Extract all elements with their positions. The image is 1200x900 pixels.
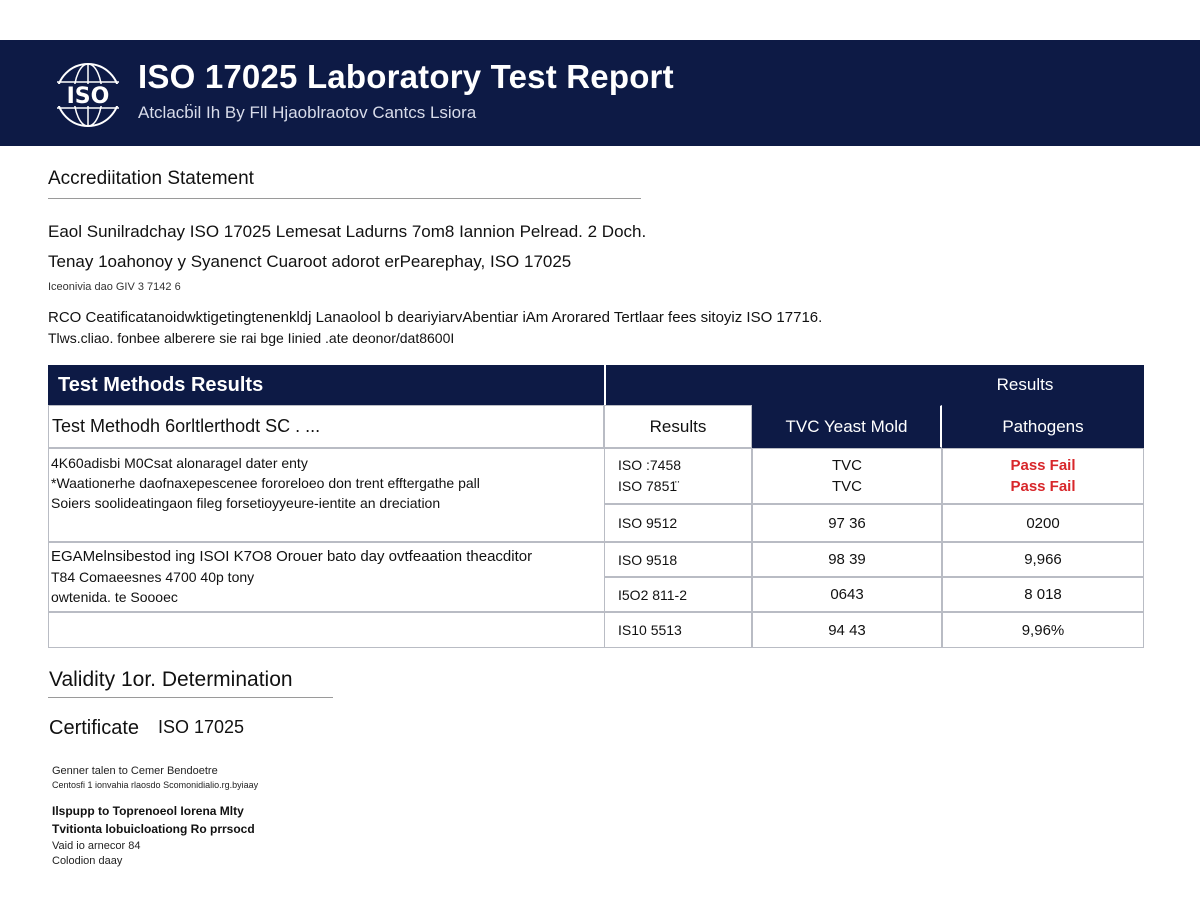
report-title: ISO 17025 Laboratory Test Report	[138, 58, 674, 95]
row-1-tvc-b: TVC	[832, 478, 862, 495]
table-row-2-code: ISO 9512	[604, 504, 752, 542]
method-description-1	[48, 448, 604, 542]
table-title: Test Methods Results	[48, 365, 604, 405]
table-row-4-pathogens: 8 018	[942, 577, 1144, 612]
method-desc-1-line-2: *Waationerhe daofnaxepescenee fororeloeo don trent efftergathe pall	[51, 475, 480, 491]
method-desc-2-line-2: T84 Comaeesnes 4700 40p tony	[51, 569, 255, 585]
logo-text: ISO	[66, 84, 110, 109]
method-desc-1-line-1: 4K60adisbi M0Csat alonaragel dater enty	[51, 455, 308, 471]
table-row-3-code: ISO 9518	[604, 542, 752, 577]
report-header	[0, 40, 1200, 146]
table-row-5-pathogens: 9,96%	[942, 612, 1144, 648]
validity-note-1: Genner talen to Cemer Bendoetre	[52, 765, 218, 777]
method-desc-1-line-3: Soiers soolideatingaon fileg forsetioyyeure-ientite an dreciation	[51, 495, 441, 511]
method-description-empty	[48, 612, 604, 648]
table-row-1-code	[604, 448, 752, 504]
method-description-2	[48, 542, 604, 612]
table-row-3-pathogens: 9,966	[942, 542, 1144, 577]
accreditation-divider	[48, 198, 641, 199]
table-row-5-tvc: 94 43	[752, 612, 942, 648]
report-subtitle: Atclacb̈il Ih By Fll Hjaoblraotov Cantcs Lsiora	[138, 103, 477, 122]
validity-note-3: Ilspupp to Toprenoeol Iorena Mlty	[52, 804, 244, 818]
test-results-table	[48, 365, 1144, 648]
row-1-tvc-a: TVC	[832, 457, 862, 474]
iso-globe-logo	[48, 62, 128, 128]
col-tvc-yeast-mold: TVC Yeast Mold	[752, 405, 942, 448]
col-pathogens: Pathogens	[942, 405, 1144, 448]
validity-heading: Validity 1or. Determination	[49, 668, 293, 691]
table-row-5-code: IS10 5513	[604, 612, 752, 648]
validity-note-6: Colodion daay	[52, 855, 123, 867]
certificate-label: Certificate	[49, 717, 140, 739]
col-results: Results	[604, 405, 752, 448]
col-test-method: Test Methodh 6orltlerthodt SC . ...	[48, 405, 604, 448]
accreditation-line-4: RCO Ceatificatanoidwktigetingtenenkldj Lanaolool b deariyiarvAbentiar iAm Arorared Tertlaar fees sitoyiz ISO 17716.	[48, 309, 823, 326]
validity-note-2: Centosfi 1 ionvahia rlaosdo Scomonidialio.rg.byiaay	[52, 780, 259, 790]
accreditation-heading: Accrediitation Statement	[48, 168, 254, 189]
method-desc-2-line-1: EGAMelnsibestod ing ISOI K7O8 Orouer bato day ovtfeaation theacditor	[51, 548, 533, 565]
table-row-2-tvc: 97 36	[752, 504, 942, 542]
row-1-code-b: ISO 7851̈	[618, 478, 678, 494]
table-row-3-tvc: 98 39	[752, 542, 942, 577]
results-header: Results	[606, 365, 1144, 405]
row-1-code-a: ISO :7458	[618, 457, 682, 473]
validity-note-4: Tvitionta lobuicloationg Ro prrsocd	[52, 822, 255, 836]
validity-divider	[48, 697, 333, 698]
validity-note-5: Vaid io arnecor 84	[52, 840, 141, 852]
certificate-value: ISO 17025	[158, 717, 245, 737]
accreditation-line-2: Tenay 1oahonoy y Syanenct Cuaroot adorot erPearephay, ISO 17025	[48, 252, 572, 271]
row-1-pass-fail-b: Pass Fail	[1010, 478, 1076, 495]
accreditation-line-5: Tlws.cliao. fonbee alberere sie rai bge Iinied .ate deonor/dat8600I	[48, 330, 455, 346]
row-1-pass-fail-a: Pass Fail	[1010, 457, 1076, 474]
table-row-1-tvc	[752, 448, 942, 504]
method-desc-2-line-3: owtenida. te Soooec	[51, 589, 178, 605]
table-row-1-pathogens	[942, 448, 1144, 504]
table-row-2-pathogens: 0200	[942, 504, 1144, 542]
accreditation-line-1: Eaol Sunilradchay ISO 17025 Lemesat Ladurns 7om8 Iannion Pelread. 2 Doch.	[48, 222, 647, 241]
accreditation-line-3: Iceonivia dao GIV 3 7142 6	[48, 281, 181, 293]
table-row-4-code: I5O2 811-2	[604, 577, 752, 612]
table-row-4-tvc: 0643	[752, 577, 942, 612]
